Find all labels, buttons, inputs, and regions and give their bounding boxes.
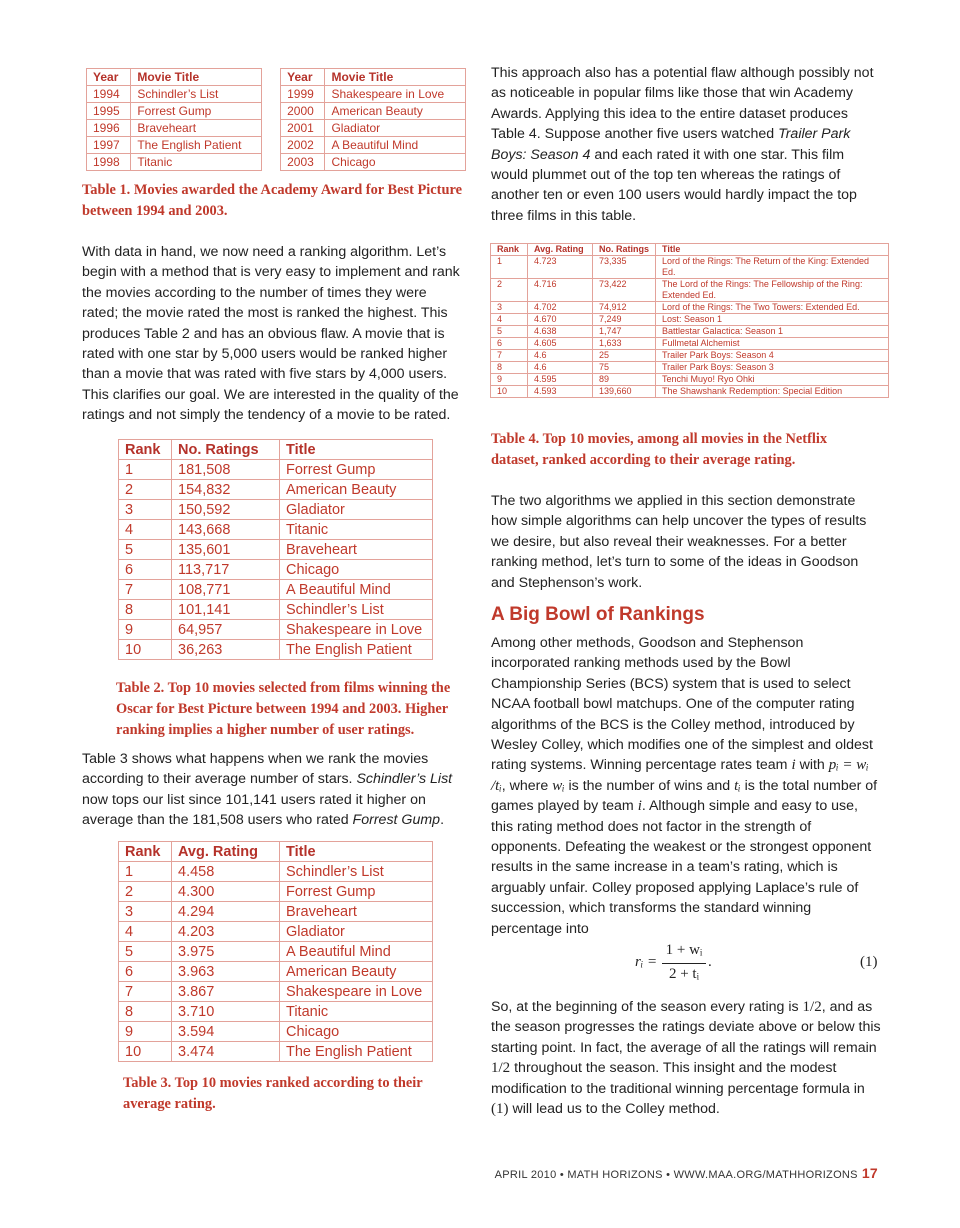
table-cell: 3 <box>491 302 528 314</box>
table-row <box>119 520 433 540</box>
text-run: . Although simple and easy to use, this rating method does not factor in the strength of opponents. Defeating the weakest or the strongest opponent results in the same increase in a team’s rating, which is arguably unfair. Colley proposed applying Laplace’s rule of succession, which transforms the standard winning percentage into <box>491 798 872 937</box>
table-cell: 3.975 <box>172 942 280 962</box>
table-row <box>491 338 889 350</box>
table-cell: Fullmetal Alchemist <box>656 338 889 350</box>
table-row <box>119 560 433 580</box>
table-cell: 154,832 <box>172 480 280 500</box>
table-cell: Shakespeare in Love <box>280 620 433 640</box>
table-row <box>87 154 466 171</box>
table-cell: The English Patient <box>280 1042 433 1062</box>
table-cell: 1995 <box>87 103 131 120</box>
table-row <box>119 480 433 500</box>
right-paragraph-4 <box>491 997 883 1119</box>
table-cell: 8 <box>119 600 172 620</box>
table-cell: 139,660 <box>593 386 656 398</box>
col-header: Rank <box>119 842 172 862</box>
math-w: wᵢ <box>552 777 565 794</box>
table-cell: 4.458 <box>172 862 280 882</box>
text-run-italic: Trailer Park Boys: Season 4 <box>491 126 851 163</box>
table-2-body <box>119 460 433 660</box>
table-cell: 4.294 <box>172 902 280 922</box>
table-cell: 10 <box>119 640 172 660</box>
table-cell: 6 <box>119 560 172 580</box>
table-4-caption: Table 4. Top 10 movies, among all movies in the Netflix dataset, ranked according to their average rating. <box>491 431 828 468</box>
table-cell: Schindler’s List <box>280 862 433 882</box>
text-run: is the number of wins and <box>564 777 735 794</box>
table-3-caption: Table 3. Top 10 movies ranked according to their average rating. <box>123 1075 423 1112</box>
table-cell: 3 <box>119 500 172 520</box>
left-paragraph-2 <box>82 749 466 831</box>
table-cell: Schindler’s List <box>280 600 433 620</box>
table-cell: 1,747 <box>593 326 656 338</box>
table-cell: 1996 <box>87 120 131 137</box>
table-row <box>87 103 466 120</box>
table-cell: 7 <box>119 982 172 1002</box>
table-cell: Gladiator <box>280 500 433 520</box>
table-cell: The Shawshank Redemption: Special Edition <box>656 386 889 398</box>
col-header: Avg. Rating <box>172 842 280 862</box>
table-cell: Titanic <box>280 520 433 540</box>
table-header-row <box>491 244 889 256</box>
table-row <box>119 1022 433 1042</box>
table-cell: 113,717 <box>172 560 280 580</box>
table-cell: A Beautiful Mind <box>325 137 466 154</box>
table-cell: 73,335 <box>593 256 656 279</box>
table-row <box>119 580 433 600</box>
table-cell: Chicago <box>325 154 466 171</box>
table-1-body <box>87 86 466 171</box>
table-header-row <box>119 440 433 460</box>
table-cell: 4 <box>119 922 172 942</box>
table-cell: Lord of the Rings: The Return of the King: Extended Ed. <box>656 256 889 279</box>
math-t: tᵢ <box>734 777 741 794</box>
text-run-italic: Forrest Gump <box>352 812 441 829</box>
table-row <box>119 922 433 942</box>
col-header: Title <box>280 440 433 460</box>
table-cell: 9 <box>119 1022 172 1042</box>
col-header: No. Ratings <box>172 440 280 460</box>
table-row <box>491 386 889 398</box>
table-row <box>491 302 889 314</box>
table-cell: 108,771 <box>172 580 280 600</box>
table-row <box>119 640 433 660</box>
text-run: . <box>440 812 445 829</box>
table-cell: 4.6 <box>528 362 593 374</box>
table-row <box>119 540 433 560</box>
page-footer <box>495 1165 878 1181</box>
table-cell: 1 <box>119 862 172 882</box>
table-cell: 3.594 <box>172 1022 280 1042</box>
table-cell: Titanic <box>280 1002 433 1022</box>
table-cell: 73,422 <box>593 279 656 302</box>
table-row <box>491 374 889 386</box>
section-heading: A Big Bowl of Rankings <box>491 604 705 625</box>
text-run: throughout the season. This insight and the modest modification to the traditional winning percentage formula in <box>491 1060 865 1097</box>
fraction-bar <box>662 963 706 964</box>
table-cell: 4.595 <box>528 374 593 386</box>
table-cell: 5 <box>119 540 172 560</box>
table-row <box>491 326 889 338</box>
table-cell: American Beauty <box>280 962 433 982</box>
table-3 <box>118 841 433 1062</box>
text-run: So, at the beginning of the season every rating is <box>491 999 803 1015</box>
table-cell: Trailer Park Boys: Season 4 <box>656 350 889 362</box>
math-i: i <box>637 798 642 815</box>
table-cell: 3 <box>119 902 172 922</box>
equation-denominator: 2 + tᵢ <box>668 966 700 982</box>
table-cell: The Lord of the Rings: The Fellowship of the Ring: Extended Ed. <box>656 279 889 302</box>
page-number: 17 <box>861 1165 878 1181</box>
math-p-formula: pᵢ = wᵢ /tᵢ <box>491 757 869 794</box>
left-paragraph-1: With data in hand, we now need a ranking algorithm. Let’s begin with a method that is very easy to implement and rank the movies according to the number of times they were rated; the movie rated the most is ranked the highest. This produces Table 2 and has an obvious flaw. A movie that is rated with one star by 5,000 users would be ranked higher than a movie that was rated with five stars by 4,000 users. This clarifies our goal. We are interested in the quality of the ratings and not simply the tendency of a movie to be rated. <box>82 244 460 424</box>
col-header: Movie Title <box>325 69 466 86</box>
col-header: Movie Title <box>131 69 262 86</box>
table-cell: 5 <box>491 326 528 338</box>
table-row <box>119 882 433 902</box>
table-cell: Chicago <box>280 560 433 580</box>
table-row <box>87 86 466 103</box>
table-cell: 181,508 <box>172 460 280 480</box>
text-run-italic: Schindler’s List <box>356 771 453 788</box>
col-header: Year <box>281 69 325 86</box>
text-run: and each rated it with one star. This film would plummet out of the top ten whereas the ratings of another ten or even 100 users would hardly impact the top three films in this table. <box>491 146 857 224</box>
table-cell: 75 <box>593 362 656 374</box>
table-cell: 1999 <box>281 86 325 103</box>
table-cell: 3.474 <box>172 1042 280 1062</box>
table-cell: 7 <box>119 580 172 600</box>
table-cell: The English Patient <box>131 137 262 154</box>
table-cell: 1 <box>119 460 172 480</box>
table-cell: 4.723 <box>528 256 593 279</box>
table-cell: 4.6 <box>528 350 593 362</box>
table-cell: 9 <box>491 374 528 386</box>
table-cell: 25 <box>593 350 656 362</box>
table-cell: Tenchi Muyo! Ryo Ohki <box>656 374 889 386</box>
table-4 <box>490 243 889 398</box>
table-cell: Braveheart <box>280 902 433 922</box>
equation-lhs: rᵢ = <box>635 954 658 970</box>
table-cell: 3.710 <box>172 1002 280 1022</box>
table-cell: 1998 <box>87 154 131 171</box>
table-header-row <box>119 842 433 862</box>
table-cell: 6 <box>119 962 172 982</box>
table-cell: Lost: Season 1 <box>656 314 889 326</box>
table-cell: 2 <box>119 882 172 902</box>
table-row <box>87 120 466 137</box>
text-run: Table 3 shows what happens when we rank the movies according to their average number of stars. <box>82 751 429 788</box>
table-cell: Shakespeare in Love <box>280 982 433 1002</box>
text-run: now tops our list since 101,141 users rated it higher on average than the 181,508 users who rated <box>82 791 426 829</box>
table-cell: 4.300 <box>172 882 280 902</box>
table-cell: 9 <box>119 620 172 640</box>
table-cell: The English Patient <box>280 640 433 660</box>
table-cell: Forrest Gump <box>280 460 433 480</box>
table-cell: 74,912 <box>593 302 656 314</box>
text-run: is the total number of games played by team <box>491 777 878 815</box>
table-cell: 4.702 <box>528 302 593 314</box>
table-cell: Forrest Gump <box>280 882 433 902</box>
table-2 <box>118 439 433 660</box>
table-cell: 4.605 <box>528 338 593 350</box>
text-run: Among other methods, Goodson and Stephenson incorporated ranking methods used by the Bowl Championship Series (BCS) system that is used to select NCAA football bowl matchups. One of the computer rating algorithms of the BCS is the Colley method, introduced by Wesley Colley, which modifies one of the simplest and oldest rating systems. Winning percentage rates team <box>491 635 873 774</box>
table-cell: 10 <box>491 386 528 398</box>
table-cell: Gladiator <box>325 120 466 137</box>
table-cell: 4.716 <box>528 279 593 302</box>
table-row <box>119 500 433 520</box>
table-cell: 4 <box>491 314 528 326</box>
table-cell: 64,957 <box>172 620 280 640</box>
col-header: No. Ratings <box>593 244 656 256</box>
table-cell: 5 <box>119 942 172 962</box>
table-cell: 1994 <box>87 86 131 103</box>
table-cell: 3.963 <box>172 962 280 982</box>
table-cell: 10 <box>119 1042 172 1062</box>
table-cell: 2003 <box>281 154 325 171</box>
table-2-caption: Table 2. Top 10 movies selected from films winning the Oscar for Best Picture between 1994 and 2003. Higher ranking implies a higher number of user ratings. <box>116 680 451 738</box>
text-run: , where <box>501 777 553 794</box>
table-row <box>119 862 433 882</box>
table-row <box>491 256 889 279</box>
table-1-caption: Table 1. Movies awarded the Academy Award for Best Picture between 1994 and 2003. <box>82 182 462 219</box>
table-cell: 7 <box>491 350 528 362</box>
table-row <box>119 460 433 480</box>
text-run: with <box>795 757 829 774</box>
table-row <box>119 1002 433 1022</box>
table-cell: 7,249 <box>593 314 656 326</box>
table-row <box>119 962 433 982</box>
table-cell: 2002 <box>281 137 325 154</box>
equation-period: . <box>708 954 712 970</box>
table-cell: 6 <box>491 338 528 350</box>
table-cell: 89 <box>593 374 656 386</box>
table-4-body <box>491 256 889 398</box>
table-cell: 2 <box>491 279 528 302</box>
col-header: Avg. Rating <box>528 244 593 256</box>
math-half: 1/2 <box>491 1060 511 1077</box>
table-cell: Chicago <box>280 1022 433 1042</box>
table-cell: Titanic <box>131 154 262 171</box>
table-cell: 8 <box>119 1002 172 1022</box>
table-row <box>119 1042 433 1062</box>
table-cell: 4.638 <box>528 326 593 338</box>
table-row <box>491 314 889 326</box>
right-paragraph-3 <box>491 633 883 939</box>
col-header: Year <box>87 69 131 86</box>
table-cell: 150,592 <box>172 500 280 520</box>
col-header: Title <box>280 842 433 862</box>
math-half: 1/2 <box>802 999 822 1015</box>
table-cell: A Beautiful Mind <box>280 942 433 962</box>
table-row <box>119 902 433 922</box>
table-cell: 2 <box>119 480 172 500</box>
table-cell: Gladiator <box>280 922 433 942</box>
table-cell: Braveheart <box>280 540 433 560</box>
table-cell: 2000 <box>281 103 325 120</box>
table-cell: Battlestar Galactica: Season 1 <box>656 326 889 338</box>
table-cell: 3.867 <box>172 982 280 1002</box>
table-header-row <box>87 69 466 86</box>
right-paragraph-1 <box>491 63 881 226</box>
table-row <box>119 600 433 620</box>
table-1 <box>86 68 466 171</box>
table-row <box>491 279 889 302</box>
table-cell: Trailer Park Boys: Season 3 <box>656 362 889 374</box>
table-cell: 101,141 <box>172 600 280 620</box>
table-cell: Lord of the Rings: The Two Towers: Extended Ed. <box>656 302 889 314</box>
table-cell: 8 <box>491 362 528 374</box>
table-cell: 4.593 <box>528 386 593 398</box>
table-cell: 1 <box>491 256 528 279</box>
col-header: Rank <box>491 244 528 256</box>
table-row <box>119 620 433 640</box>
table-row <box>119 942 433 962</box>
table-cell: 4 <box>119 520 172 540</box>
text-run: This approach also has a potential flaw although possibly not as noticeable in popular films like those that win Academy Awards. Applying this idea to the entire dataset produces Table 4. Suppose another five users watched <box>491 65 874 143</box>
footer-text: APRIL 2010 • MATH HORIZONS • WWW.MAA.ORG/MATHHORIZONS <box>494 1169 858 1181</box>
equation-numerator: 1 + wᵢ <box>665 942 703 958</box>
table-cell: American Beauty <box>280 480 433 500</box>
table-cell: Schindler’s List <box>131 86 262 103</box>
table-cell: American Beauty <box>325 103 466 120</box>
table-cell: Shakespeare in Love <box>325 86 466 103</box>
table-cell: 2001 <box>281 120 325 137</box>
right-paragraph-2: The two algorithms we applied in this section demonstrate how simple algorithms can help uncover the types of results we desire, but also reveal their weaknesses. For a better ranking method, let’s turn to some of the ideas in Goodson and Stephenson’s work. <box>491 493 867 591</box>
table-row <box>491 362 889 374</box>
table-cell: Forrest Gump <box>131 103 262 120</box>
math-i: i <box>791 757 796 774</box>
table-cell: 4.670 <box>528 314 593 326</box>
table-row <box>119 982 433 1002</box>
text-run: , and as the season progresses the ratings deviate above or below this starting point. In fact, the average of all the ratings will remain <box>491 999 881 1056</box>
equation-1 <box>632 942 882 986</box>
table-3-body <box>119 862 433 1062</box>
table-cell: 1,633 <box>593 338 656 350</box>
table-row <box>491 350 889 362</box>
text-run: will lead us to the Colley method. <box>508 1101 720 1118</box>
table-cell: A Beautiful Mind <box>280 580 433 600</box>
equation-label: (1) <box>860 954 878 970</box>
table-cell: 143,668 <box>172 520 280 540</box>
col-header: Rank <box>119 440 172 460</box>
col-header: Title <box>656 244 889 256</box>
table-cell: 36,263 <box>172 640 280 660</box>
table-cell: 135,601 <box>172 540 280 560</box>
table-row <box>87 137 466 154</box>
table-cell: Braveheart <box>131 120 262 137</box>
equation-reference: (1) <box>491 1101 509 1118</box>
table-cell: 1997 <box>87 137 131 154</box>
table-cell: 4.203 <box>172 922 280 942</box>
